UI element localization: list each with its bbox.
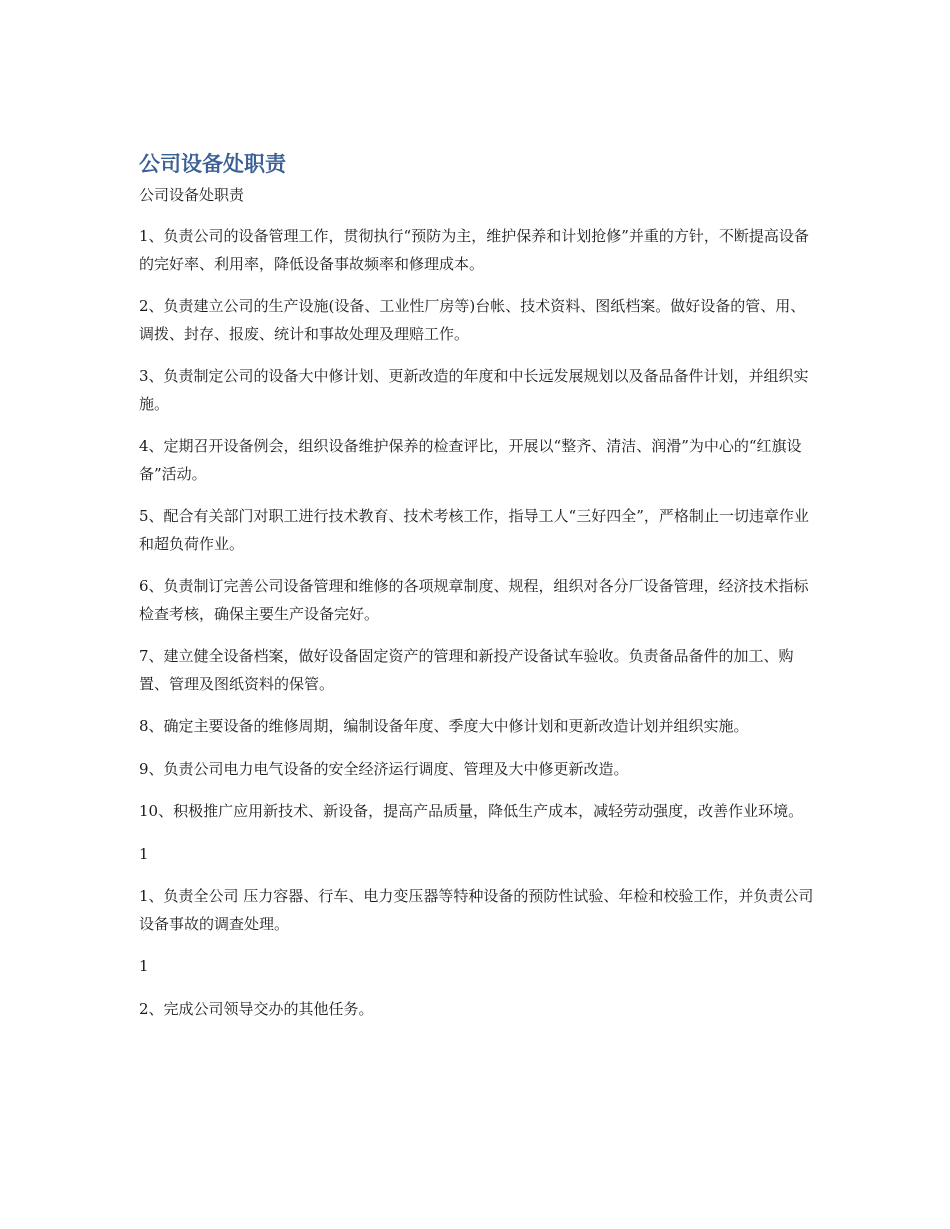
paragraph-1: 1、负责公司的设备管理工作，贯彻执行“预防为主，维护保养和计划抢修”并重的方针，不断提高设备的完好率、利用率，降低设备事故频率和修理成本。 <box>139 227 809 273</box>
paragraph-5: 5、配合有关部门对职工进行技术教育、技术考核工作，指导工人“三好四全”，严格制止一切违章作业和超负荷作业。 <box>139 507 809 553</box>
paragraph-3: 3、负责制定公司的设备大中修计划、更新改造的年度和中长远发展规划以及备品备件计划，并组织实施。 <box>139 367 809 413</box>
paragraph-10: 10、积极推广应用新技术、新设备，提高产品质量，降低生产成本，减轻劳动强度，改善作业环境。 <box>139 802 804 820</box>
section-number: 1 <box>139 957 149 975</box>
paragraph-4: 4、定期召开设备例会，组织设备维护保养的检查评比，开展以“整齐、清洁、润滑”为中心的“红旗设备”活动。 <box>139 437 802 483</box>
document-subtitle: 公司设备处职责 <box>139 186 245 204</box>
paragraph-2: 2、负责建立公司的生产设施(设备、工业性厂房等)台帐、技术资料、图纸档案。做好设备的管、用、调拨、封存、报废、统计和事故处理及理赔工作。 <box>139 297 806 343</box>
document-body <box>139 148 814 1023</box>
document-title: 公司设备处职责 <box>139 152 286 176</box>
paragraph-7: 7、建立健全设备档案，做好设备固定资产的管理和新投产设备试车验收。负责备品备件的加工、购置、管理及图纸资料的保管。 <box>139 647 794 693</box>
paragraph-6: 6、负责制订完善公司设备管理和维修的各项规章制度、规程，组织对各分厂设备管理，经济技术指标检查考核，确保主要生产设备完好。 <box>139 577 809 623</box>
paragraph-12: 1、负责全公司 压力容器、行车、电力变压器等特种设备的预防性试验、年检和校验工作，并负责公司设备事故的调查处理。 <box>139 887 814 933</box>
paragraph-8: 8、确定主要设备的维修周期，编制设备年度、季度大中修计划和更新改造计划并组织实施。 <box>139 717 749 735</box>
paragraph-9: 9、负责公司电力电气设备的安全经济运行调度、管理及大中修更新改造。 <box>139 759 629 778</box>
paragraph-14: 2、完成公司领导交办的其他任务。 <box>139 999 374 1018</box>
section-number: 1 <box>139 844 149 863</box>
